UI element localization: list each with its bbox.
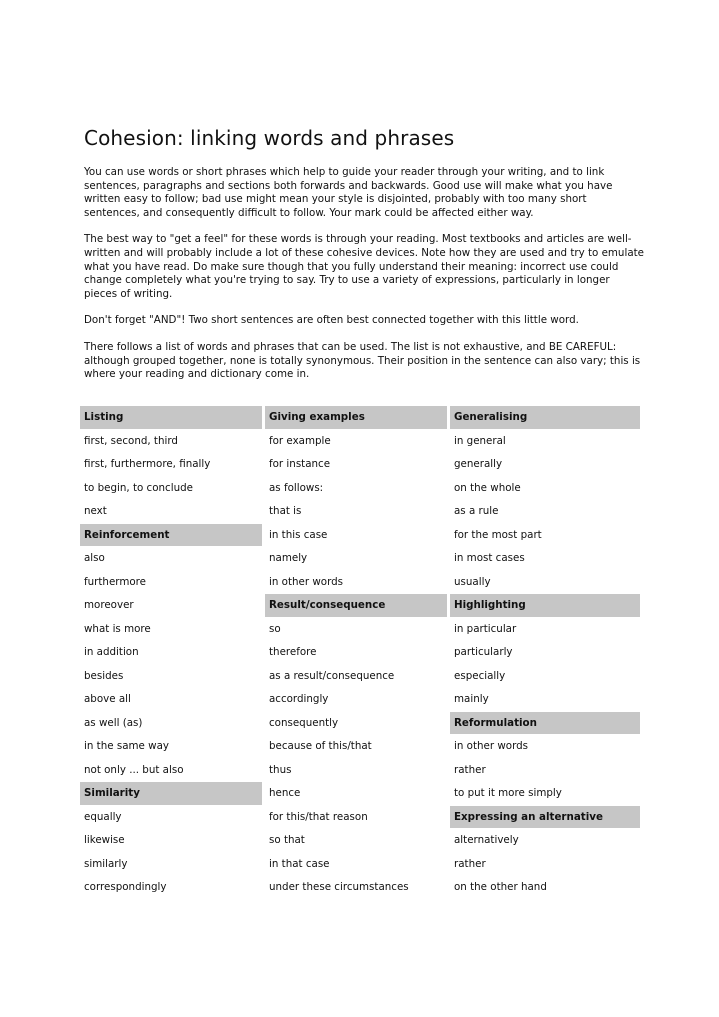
table-cell: above all [80,688,265,712]
linking-words-table [80,406,640,900]
category-heading: Generalising [450,406,640,430]
category-heading: Listing [80,406,265,430]
table-row [80,853,640,877]
table-cell: similarly [80,853,265,877]
table-cell: on the other hand [450,876,640,900]
table-cell: in this case [265,524,450,548]
table-row [80,477,640,501]
table-cell: mainly [450,688,640,712]
table-row [80,688,640,712]
table-row [80,735,640,759]
table-cell: usually [450,571,640,595]
table-cell: consequently [265,712,450,736]
table-row [80,500,640,524]
table-cell: rather [450,759,640,783]
category-heading: Reformulation [450,712,640,736]
table-cell: as a rule [450,500,640,524]
intro-paragraph-3: Don't forget "AND"! Two short sentences are often best connected together with this little word. [84,314,579,327]
linking-words-table-body [80,406,640,900]
document-page [84,124,644,395]
table-row [80,665,640,689]
table-cell: generally [450,453,640,477]
table-cell: because of this/that [265,735,450,759]
table-cell: under these circumstances [265,876,450,900]
table-cell: for instance [265,453,450,477]
table-cell: next [80,500,265,524]
category-heading: Result/consequence [265,594,450,618]
table-cell: correspondingly [80,876,265,900]
table-row [80,594,640,618]
table-row [80,806,640,830]
table-row [80,782,640,806]
table-cell: accordingly [265,688,450,712]
table-cell: as follows: [265,477,450,501]
page-title: Cohesion: linking words and phrases [84,126,455,150]
table-row [80,829,640,853]
table-cell: not only ... but also [80,759,265,783]
intro-paragraph-2: The best way to "get a feel" for these words is through your reading. Most textbooks and articles are well-written and will probably include a lot of these cohesive devices. Note how they are used and try to emulate what you have read. Do make sure though that you fully understand their meaning: incorrect use could change completely what you're trying to say. Try to use a variety of expressions, particularly in longer pieces of writing. [84,233,645,300]
table-cell: first, second, third [80,430,265,454]
table-cell: rather [450,853,640,877]
table-row [80,430,640,454]
category-heading: Similarity [80,782,265,806]
table-cell: on the whole [450,477,640,501]
table-cell: alternatively [450,829,640,853]
table-cell: besides [80,665,265,689]
table-cell: also [80,547,265,571]
table-cell: moreover [80,594,265,618]
table-cell: furthermore [80,571,265,595]
table-cell: to put it more simply [450,782,640,806]
table-row [80,712,640,736]
table-row [80,547,640,571]
table-cell: in other words [450,735,640,759]
table-cell: so [265,618,450,642]
table-row [80,524,640,548]
table-cell: in other words [265,571,450,595]
table-cell: thus [265,759,450,783]
table-cell: that is [265,500,450,524]
table-row [80,571,640,595]
table-cell: namely [265,547,450,571]
table-cell: for example [265,430,450,454]
table-row [80,406,640,430]
table-cell: so that [265,829,450,853]
table-cell: in particular [450,618,640,642]
table-cell: particularly [450,641,640,665]
table-cell: in addition [80,641,265,665]
table-cell: equally [80,806,265,830]
table-cell: for the most part [450,524,640,548]
table-cell: likewise [80,829,265,853]
table-cell: in the same way [80,735,265,759]
table-cell: in most cases [450,547,640,571]
table-cell: to begin, to conclude [80,477,265,501]
table-cell: as a result/consequence [265,665,450,689]
intro-paragraph-4: There follows a list of words and phrases that can be used. The list is not exhaustive, and BE CAREFUL: although grouped together, none is totally synonymous. Their position in the sentence can also vary; this is where your reading and dictionary come in. [84,340,641,381]
table-cell: in that case [265,853,450,877]
table-cell: in general [450,430,640,454]
table-row [80,453,640,477]
table-cell: therefore [265,641,450,665]
table-row [80,876,640,900]
table-cell: first, furthermore, finally [80,453,265,477]
table-cell: especially [450,665,640,689]
category-heading: Reinforcement [80,524,265,548]
intro-paragraph-1: You can use words or short phrases which help to guide your reader through your writing, and to link sentences, paragraphs and sections both forwards and backwards. Good use will make what you have written easy to follow; bad use might mean your style is disjointed, probably with too many short sentences, and consequently difficult to follow. Your mark could be affected either way. [84,166,613,219]
table-cell: for this/that reason [265,806,450,830]
category-heading: Expressing an alternative [450,806,640,830]
category-heading: Highlighting [450,594,640,618]
table-row [80,641,640,665]
table-cell: what is more [80,618,265,642]
category-heading: Giving examples [265,406,450,430]
table-row [80,759,640,783]
table-cell: hence [265,782,450,806]
table-row [80,618,640,642]
table-cell: as well (as) [80,712,265,736]
